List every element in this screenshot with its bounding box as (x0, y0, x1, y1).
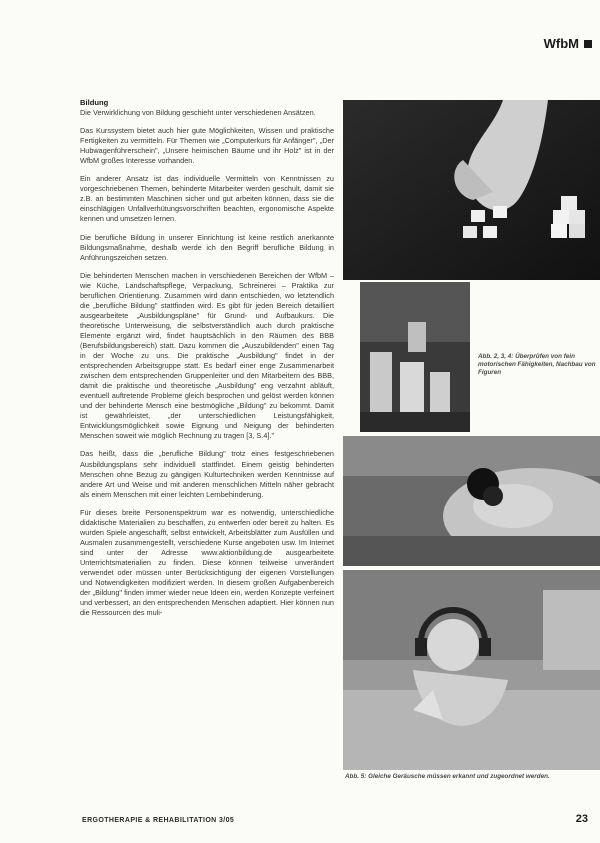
section-tag (544, 36, 592, 51)
page-number: 23 (575, 813, 588, 825)
article-paragraph-3: Ein anderer Ansatz ist das individuelle Vermitteln von Kenntnissen zu vorgeschriebenen Themen, behinderte Mitarbeiter werden geschult, damit sie z.B. an bestimmten Maschinen sicher und gut arbeiten können, dass sie die einschlägigen Unfallverhütungsvorschriften beachten, ergonomische Aspekte kennen und umsetzen lernen. (80, 174, 334, 224)
caption-figs-2-3-4: Abb. 2, 3, 4: Überprüfen von fein motorischen Fähigkeiten, Nachbau von Figuren (478, 353, 596, 377)
photo-fig-4 (343, 436, 600, 566)
article-column (80, 98, 334, 626)
article-paragraph-7: Für dieses breite Personenspektrum war es notwendig, unterschiedliche didaktische Materialien zu beschaffen, zu entwerfen oder bereit zu halten. Es wurden Spiele angeschafft, selbst entwickelt, Arbeitsblätter zum Ausfüllen und Ausmalen zusammengestellt, verschiedene Kurse angeboten usw. Im Internet sind unter der Adresse www.aktionbildung.de ausgearbeitete Unterrichtsmaterialien zu finden. Diese können teilweise unverändert verwendet oder müssen unter Berücksichtigung der eigenen Vorstellungen und Notwendigkeiten modifiziert werden. In diesem großen Aufgabenbereich der „Bildung" finden immer wieder neue Ideen ein, werden Konzepte verfeinert und verbessert, an den entsprechenden Menschen adaptiert. Hier können nun die Ressourcen des muli- (80, 507, 334, 618)
photo-fig-3 (360, 282, 470, 432)
section-tag-label: WfbM (543, 36, 579, 51)
article-paragraph-5: Die behinderten Menschen machen in verschiedenen Bereichen der WfbM – wie Küche, Landschaftspflege, Verpackung, Schreinerei – Praktika zur beruflichen Orientierung. Zusammen wird dann entschieden, wo letztendlich die „berufliche Bildung" stattfinden wird. Es gibt für jeden Bereich detailliert ausgearbeitete „Ausbildungspläne" für Grund- und Aufbaukurs. Die theoretische Unterweisung, die selbstverständlich auch durch praktische Elemente ergänzt wird, findet hauptsächlich in den Räumen des BBB (Berufsbildungsbereich) statt. Dazu kommen die „Auszubildenden" einen Tag in der Woche zu uns. Die praktische „Ausbildung" findet in der entsprechenden Arbeitsgruppe statt. Es bedarf einer enge Zusammenarbeit zwischen dem entsprechenden Gruppenleiter und den Mitarbeitern des BBB, damit die praktische und theoretische „Ausbildung" eng verzahnt abläuft, eventuell auftretende Probleme gleich besprochen und gelöst werden können und der behinderte Mensch eine bestmögliche „Bildung" zu bekommt. Damit ist gewährleistet, „der unterschiedlichen Leistungsfähigkeit, Entwicklungsmöglichkeit sowie Eignung und Neigung der behinderten Menschen soweit wie möglich Rechnung zu tragen [3, S.4]." (80, 270, 334, 441)
article-paragraph-1: Die Verwirklichung von Bildung geschieht unter verschiedenen Ansätzen. (80, 108, 316, 118)
article-paragraph-4: Die berufliche Bildung in unserer Einrichtung ist keine restlich anerkannte Bildungsmaßnahme, deshalb werde ich den Begriff berufliche Bildung in Anführungszeichen setzen. (80, 232, 334, 262)
section-tag-square-icon (584, 40, 592, 48)
footer-journal: ERGOTHERAPIE & REHABILITATION 3/05 (82, 817, 235, 824)
article-paragraph-2: Das Kurssystem bietet auch hier gute Möglichkeiten, Wissen und praktische Fertigkeiten zu vermitteln. Für Themen wie „Computerkurs für Anfänger", „Der Hubwagenführerschein", „Unsere heimischen Bäume und ihr Holz" ist in der WfbM großes Interesse vorhanden. (80, 126, 334, 166)
photo-fig-5 (343, 570, 600, 770)
caption-fig-5: Abb. 5: Gleiche Geräusche müssen erkannt und zugeordnet werden. (345, 773, 550, 780)
article-heading: Bildung (80, 98, 109, 107)
photo-fig-2 (343, 100, 600, 280)
article-paragraph-6: Das heißt, dass die „berufliche Bildung" trotz eines festgeschriebenen Ausbildungsplans sehr individuell stattfindet. Einem geistig behinderten Menschen ohne Bezug zu gängigen Kulturtechniken werden Kenntnisse auf andere Art und Weise und mit anderen menschlichen Mitteln näher gebracht als einem Menschen mit einer leichten Lernbehinderung. (80, 449, 334, 499)
